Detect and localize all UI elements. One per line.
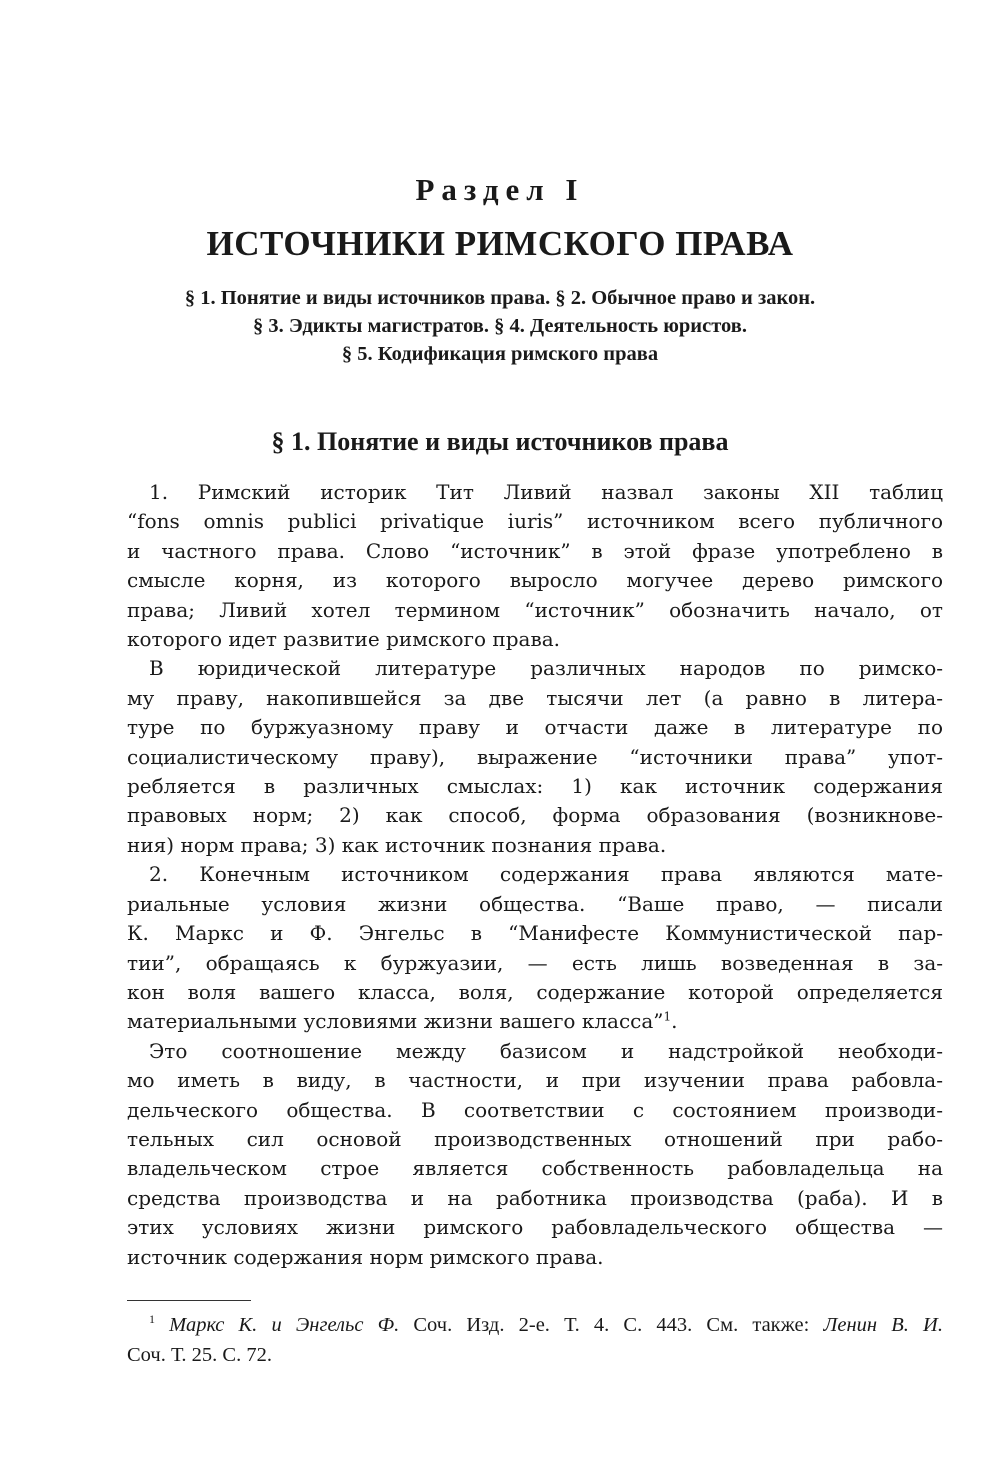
text-line: тии”, обращаясь к буржуазии, — есть лишь возведенная в за- <box>127 950 943 975</box>
part-heading: Раздел I <box>415 172 585 207</box>
text-line: социалистическому праву), выражение “источники права” упот- <box>127 744 943 769</box>
footnote-line <box>127 1310 943 1340</box>
section-contents <box>0 284 1000 368</box>
body-text <box>127 478 943 1272</box>
footnote-author: Маркс К. и Энгельс Ф. <box>169 1314 400 1336</box>
footnote-marker: 1 <box>149 1312 155 1327</box>
text-line: Это соотношение между базисом и надстройкой необходи- <box>149 1038 943 1063</box>
text-line: тельных сил основой производственных отношений при рабо- <box>127 1126 943 1151</box>
text-line: смысле корня, из которого выросло могучее дерево римского <box>127 568 943 593</box>
text-line: права; Ливий хотел термином “источник” обозначить начало, от <box>127 597 943 622</box>
text-line: источник содержания норм римского права. <box>127 1244 604 1269</box>
text-line: риальные условия жизни общества. “Ваше право, — писали <box>127 891 943 916</box>
text-line: дельческого общества. В соответствии с состоянием производи- <box>127 1097 943 1122</box>
text-line: ния) норм права; 3) как источник познания права. <box>127 832 667 857</box>
footnote <box>127 1310 943 1370</box>
footnote-author: Ленин В. И. <box>823 1314 943 1336</box>
text-line: К. Маркс и Ф. Энгельс в “Манифесте Коммунистической пар- <box>127 921 943 946</box>
text-line: 2. Конечным источником содержания права являются мате- <box>149 862 943 887</box>
text-line: материальными условиями жизни вашего класса”$^1$. <box>127 1009 678 1034</box>
text-line: му праву, накопившейся за две тысячи лет (а равно в литера- <box>127 685 943 710</box>
text-line: и частного права. Слово “источник” в этой фразе употреблено в <box>127 538 943 563</box>
contents-line: § 5. Кодификация римского права <box>341 343 659 365</box>
contents-line: § 1. Понятие и виды источников права. § 2. Обычное право и закон. <box>184 287 816 309</box>
section-heading: § 1. Понятие и виды источников права <box>271 427 729 456</box>
text-line: мо иметь в виду, в частности, и при изучении права рабовла- <box>127 1068 943 1093</box>
text-line: средства производства и на работника производства (раба). И в <box>127 1185 943 1210</box>
text-line: “fons omnis publici privatique iuris” источником всего публичного <box>127 509 943 534</box>
text-line: которого идет развитие римского права. <box>127 627 560 652</box>
text-line: В юридической литературе различных народов по римско- <box>149 656 943 681</box>
footnote-line: Соч. Т. 25. С. 72. <box>127 1344 272 1366</box>
text-line: этих условиях жизни римского рабовладельческого общества — <box>127 1215 943 1240</box>
footnote-reference: 1 <box>663 1009 672 1024</box>
text-line: 1. Римский историк Тит Ливий назвал законы XII таблиц <box>149 480 943 504</box>
footnote-rule <box>127 1300 251 1301</box>
text-line: кон воля вашего класса, воля, содержание которой определяется <box>127 979 943 1004</box>
footnote-text: Соч. Изд. 2-е. Т. 4. С. 443. См. также: <box>399 1314 824 1336</box>
text-line: правовых норм; 2) как способ, форма образования (возникнове- <box>127 803 943 828</box>
contents-line: § 3. Эдикты магистратов. § 4. Деятельность юристов. <box>253 315 747 337</box>
text-line: туре по буржуазному праву и отчасти даже в литературе по <box>127 715 943 740</box>
chapter-title: ИСТОЧНИКИ РИМСКОГО ПРАВА <box>206 224 794 263</box>
text-line: ребляется в различных смыслах: 1) как источник содержания <box>127 774 943 799</box>
text-line: владельческом строе является собственность рабовладельца на <box>127 1156 943 1181</box>
